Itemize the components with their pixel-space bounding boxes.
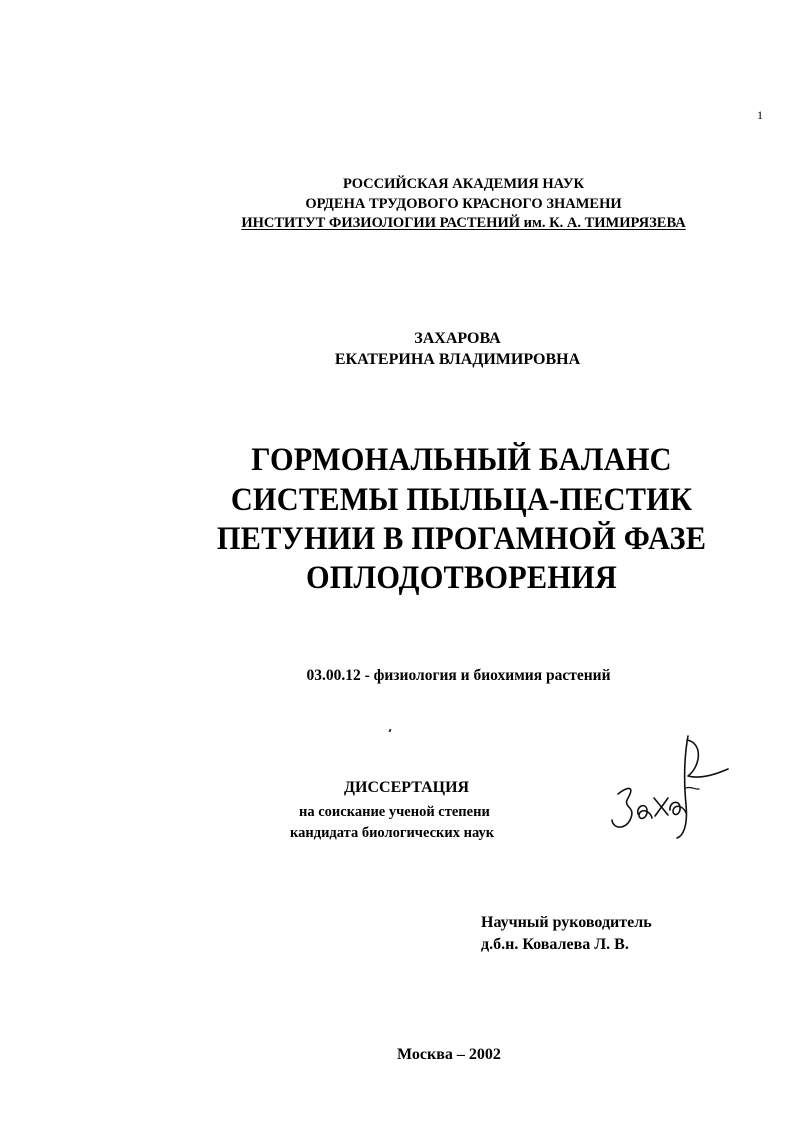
degree-line-1: на соискание ученой степени <box>299 804 490 820</box>
city-and-year: Москва – 2002 <box>397 1046 501 1063</box>
author-surname: ЗАХАРОВА <box>414 330 501 347</box>
stray-mark <box>389 729 392 733</box>
degree-line-2: кандидата биологических наук <box>290 825 495 841</box>
author-given-names: ЕКАТЕРИНА ВЛАДИМИРОВНА <box>334 351 581 368</box>
advisor-label: Научный руководитель <box>481 914 652 931</box>
handwritten-signature <box>600 728 735 848</box>
organization-line-institute: ИНСТИТУТ ФИЗИОЛОГИИ РАСТЕНИЙ им. К. А. ТИМИРЯЗЕВА <box>241 215 686 231</box>
page-number: 1 <box>757 108 763 122</box>
organization-line-academy: РОССИЙСКАЯ АКАДЕМИЯ НАУК <box>342 176 585 192</box>
dissertation-label: ДИССЕРТАЦИЯ <box>344 779 470 796</box>
dissertation-title-line-3: ПЕТУНИИ В ПРОГАМНОЙ ФАЗЕ <box>216 521 707 557</box>
specialty-code: 03.00.12 - физиология и биохимия растений <box>306 667 611 684</box>
dissertation-title-line-2: СИСТЕМЫ ПЫЛЬЦА-ПЕСТИК <box>230 482 693 518</box>
dissertation-title-line-4: ОПЛОДОТВОРЕНИЯ <box>305 560 618 596</box>
dissertation-title-line-1: ГОРМОНАЛЬНЫЙ БАЛАНС <box>251 442 672 478</box>
organization-line-order: ОРДЕНА ТРУДОВОГО КРАСНОГО ЗНАМЕНИ <box>305 196 622 212</box>
advisor-name: д.б.н. Ковалева Л. В. <box>481 936 629 953</box>
